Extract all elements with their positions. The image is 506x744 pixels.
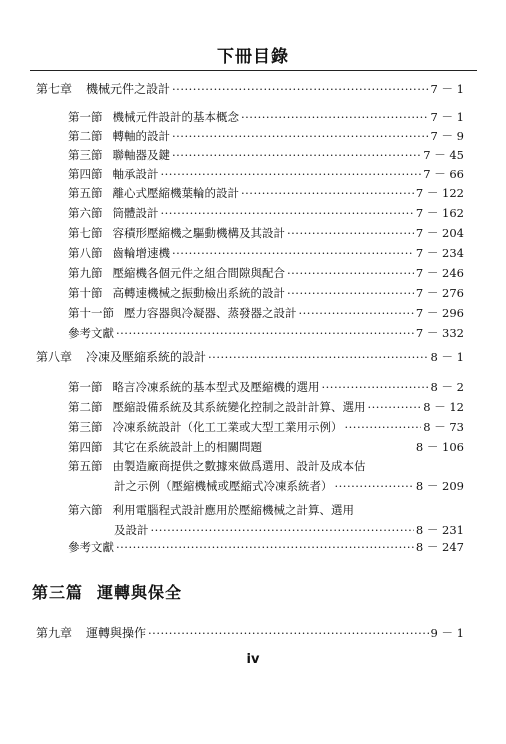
section-title: 聯軸器及鍵 <box>112 148 170 162</box>
page-number: 7 － 1 <box>430 82 464 96</box>
page-footer-number: iv <box>246 652 260 667</box>
toc-section[interactable] <box>68 380 464 394</box>
section-label: 第四節 <box>68 440 103 454</box>
section-title: 軸承設計 <box>112 167 159 181</box>
section-title: 容積形壓縮機之驅動機構及其設計 <box>112 226 285 240</box>
references-label: 參考文獻 <box>68 326 114 340</box>
section-title-line2: 計之示例（壓縮機械或壓縮式冷凍系統者） <box>114 479 333 493</box>
section-label: 第三節 <box>68 420 103 434</box>
section-label: 第三節 <box>68 148 103 162</box>
toc-chapter-8[interactable] <box>36 350 464 364</box>
toc-section[interactable] <box>68 246 464 260</box>
title-rule <box>30 70 477 71</box>
section-title: 筒體設計 <box>112 206 159 220</box>
dot-leader <box>208 350 429 364</box>
page-number: 9 － 1 <box>430 626 464 640</box>
chapter-label: 第九章 <box>36 626 73 640</box>
section-label: 第八節 <box>68 246 103 260</box>
page-number: 7 － 1 <box>430 110 464 124</box>
toc-section[interactable] <box>68 110 464 124</box>
dot-leader <box>172 246 414 260</box>
toc-section[interactable] <box>68 186 464 200</box>
section-title: 壓縮設備系統及其系統變化控制之設計計算、選用 <box>112 400 366 414</box>
section-title: 壓縮機各個元件之組合間隙與配合 <box>112 266 285 280</box>
toc-references[interactable] <box>68 540 464 554</box>
toc-section[interactable] <box>68 167 464 181</box>
dot-leader <box>116 540 414 554</box>
part-heading <box>32 580 182 603</box>
page-number: 7 － 204 <box>415 226 464 240</box>
section-title: 離心式壓縮機葉輪的設計 <box>112 186 239 200</box>
chapter-label: 第八章 <box>36 350 73 364</box>
section-label: 第五節 <box>68 459 103 473</box>
toc-section[interactable] <box>68 129 464 143</box>
toc-section[interactable] <box>68 148 464 162</box>
part-label: 第三篇 <box>32 583 84 602</box>
section-title-line1: 由製造廠商提供之數據來做爲選用、設計及成本估 <box>112 459 366 473</box>
section-label: 第一節 <box>68 110 103 124</box>
page-number: 7 － 276 <box>415 286 464 300</box>
dot-leader <box>151 522 414 538</box>
section-title: 轉軸的設計 <box>112 129 170 143</box>
page-number: 8 － 73 <box>423 420 464 434</box>
chapter-title: 機械元件之設計 <box>86 82 171 96</box>
dot-leader <box>322 380 429 394</box>
page-number: 8 － 12 <box>423 400 464 414</box>
page-number: 7 － 9 <box>430 129 464 143</box>
dot-leader <box>299 306 414 320</box>
page-number: 8 － 2 <box>430 380 464 394</box>
dot-leader <box>172 82 429 96</box>
section-title: 冷凍系統設計（化工工業或大型工業用示例） <box>112 420 343 434</box>
page-number: 8 － 106 <box>415 440 464 454</box>
page-number: 8 － 1 <box>430 350 464 364</box>
chapter-title: 冷凍及壓縮系統的設計 <box>86 350 207 364</box>
section-label: 第五節 <box>68 186 103 200</box>
section-title: 機械元件設計的基本概念 <box>112 110 239 124</box>
toc-section[interactable] <box>68 286 464 300</box>
section-label: 第四節 <box>68 167 103 181</box>
dot-leader <box>241 186 414 200</box>
toc-section-multiline[interactable] <box>68 458 464 494</box>
section-label: 第十節 <box>68 286 103 300</box>
dot-leader <box>161 206 414 220</box>
page-number: 7 － 45 <box>423 148 464 162</box>
section-title-line2: 及設計 <box>114 523 149 537</box>
section-label: 第九節 <box>68 266 103 280</box>
toc-chapter-7[interactable] <box>36 82 464 96</box>
dot-leader <box>287 286 414 300</box>
section-label: 第十一節 <box>68 306 114 320</box>
dot-leader <box>148 626 429 640</box>
dot-leader <box>368 400 422 414</box>
page-number: 8 － 231 <box>415 523 464 537</box>
toc-section[interactable] <box>68 420 464 434</box>
toc-section[interactable] <box>68 206 464 220</box>
section-label: 第七節 <box>68 226 103 240</box>
page-number: 7 － 234 <box>415 246 464 260</box>
dot-leader <box>345 420 422 434</box>
dot-leader <box>161 167 422 181</box>
chapter-title: 運轉與操作 <box>86 626 147 640</box>
section-title: 齒輪增速機 <box>112 246 170 260</box>
toc-section[interactable] <box>68 440 464 454</box>
page-number: 7 － 246 <box>415 266 464 280</box>
page-number: 7 － 162 <box>415 206 464 220</box>
page-number: 8 － 247 <box>415 540 464 554</box>
section-label: 第六節 <box>68 503 103 517</box>
section-title: 壓力容器與冷凝器、蒸發器之設計 <box>124 306 297 320</box>
section-label: 第六節 <box>68 206 103 220</box>
page-number: 7 － 332 <box>415 326 464 340</box>
dot-leader <box>287 266 414 280</box>
toc-section[interactable] <box>68 266 464 280</box>
toc-section[interactable] <box>68 400 464 414</box>
section-label: 第二節 <box>68 400 103 414</box>
page-title: 下冊目錄 <box>217 47 289 67</box>
chapter-label: 第七章 <box>36 82 73 96</box>
dot-leader <box>116 326 414 340</box>
toc-section[interactable] <box>68 226 464 240</box>
section-label: 第二節 <box>68 129 103 143</box>
references-label: 參考文獻 <box>68 540 114 554</box>
section-title: 其它在系統設計上的相關問題 <box>112 440 262 454</box>
dot-leader <box>335 478 414 494</box>
page-number: 7 － 122 <box>415 186 464 200</box>
dot-leader <box>172 148 421 162</box>
page-number: 7 － 66 <box>423 167 464 181</box>
section-title: 略言冷凍系統的基本型式及壓縮機的選用 <box>112 380 320 394</box>
toc-references[interactable] <box>68 326 464 340</box>
toc-chapter-9[interactable] <box>36 626 464 640</box>
section-title: 高轉速機械之振動檢出系統的設計 <box>112 286 285 300</box>
toc-section-multiline[interactable] <box>68 502 464 538</box>
page-number: 7 － 296 <box>415 306 464 320</box>
dot-leader <box>241 110 429 124</box>
dot-leader <box>287 226 414 240</box>
section-label: 第一節 <box>68 380 103 394</box>
dot-leader <box>172 129 429 143</box>
toc-section[interactable] <box>68 306 464 320</box>
section-title-line1: 利用電腦程式設計應用於壓縮機械之計算、選用 <box>112 503 354 517</box>
part-title: 運轉與保全 <box>97 583 183 602</box>
page-number: 8 － 209 <box>415 479 464 493</box>
